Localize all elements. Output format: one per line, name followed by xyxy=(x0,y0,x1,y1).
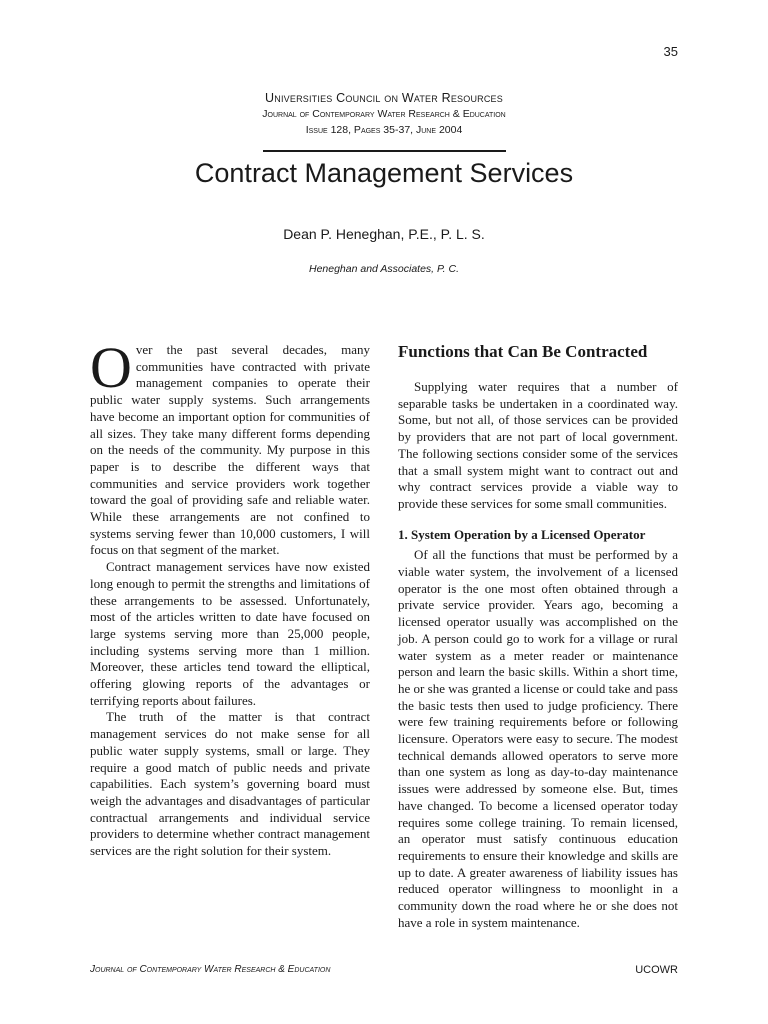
article-affiliation: Heneghan and Associates, P. C. xyxy=(308,263,459,275)
masthead-journal: Journal of Contemporary Water Research & Education xyxy=(262,108,506,120)
footer-org: UCOWR xyxy=(635,964,678,976)
paragraph-text: ver the past several decades, many communities have contracted with private management companies to operate their public water supply systems. Such arrangements have become an important option for communities of all sizes. They take many different forms depending on the needs of the community. My purpose in this paper is to describe the different ways that communities and service providers work together toward the goal of providing safe and reliable water. While these arrangements are not confined to systems serving fewer than 10,000 customers, I will focus on that segment of the market. xyxy=(90,342,370,558)
right-column xyxy=(398,342,678,932)
masthead-org: Universities Council on Water Resources xyxy=(265,91,503,105)
drop-cap: O xyxy=(90,335,132,400)
section-heading: Functions that Can Be Contracted xyxy=(398,342,648,361)
article-title: Contract Management Services xyxy=(194,158,574,188)
subsection-heading: 1. System Operation by a Licensed Operator xyxy=(398,526,646,542)
masthead-issue: Issue 128, Pages 35-37, June 2004 xyxy=(305,124,463,136)
title-rule xyxy=(263,150,506,152)
article-author: Dean P. Heneghan, P.E., P. L. S. xyxy=(283,226,485,242)
footer-journal: Journal of Contemporary Water Research & Education xyxy=(90,964,331,975)
paragraph: Supplying water requires that a number of separable tasks be undertaken in a coordinated way. Some, but not all, of those services can be provided by providers that are not part of local government. The following sections consider some of the services that a small system might want to contract out and why contract services provide a viable way to provide these services for some small communities. xyxy=(398,379,678,511)
masthead xyxy=(0,90,768,138)
paragraph: Of all the functions that must be performed by a viable water system, the involvement of a licensed operator is the one most often obtained through a private service provider. Years ago, becoming a licensed operator usually was accomplished on the job. A person could go to work for a village or rural water system as a meter reader or maintenance person and learn the basic skills. Within a short time, he or she was granted a license or could take and pass the basic tests then used to judge proficiency. There were few training requirements before or following licensure. Operators were easy to secure. The modest technical demands allowed operators to serve more than one system as long as day-to-day maintenance issues were addressed by someone else. But, times have changed. To become a licensed operator today requires some college training. To remain licensed, an operator must satisfy continuous education requirements to ensure their knowledge and skills are up to date. A greater awareness of liability issues has reduced operator willingness to moonlight in a community down the road where he or she does not have a role in system maintenance. xyxy=(398,547,678,930)
page-number: 35 xyxy=(663,44,678,59)
paragraph: Contract management services have now existed long enough to permit the strengths and limitations of these arrangements to be assessed. Unfortunately, most of the articles written to date have focused on large systems serving more than 25,000 people, including systems serving more than 1 million. Moreover, these articles tend toward the elliptical, offering glowing reports of the advantages or terrifying reports about failures. xyxy=(90,559,370,708)
paragraph: The truth of the matter is that contract management services do not make sense for all public water supply systems, small or large. They require a good match of public needs and private capabilities. Each system’s governing board must weigh the advantages and disadvantages of particular contractual arrangements and individual service providers to determine whether contract management services are the right solution for their system. xyxy=(90,709,370,859)
paragraph xyxy=(90,335,370,559)
left-column xyxy=(90,335,370,860)
